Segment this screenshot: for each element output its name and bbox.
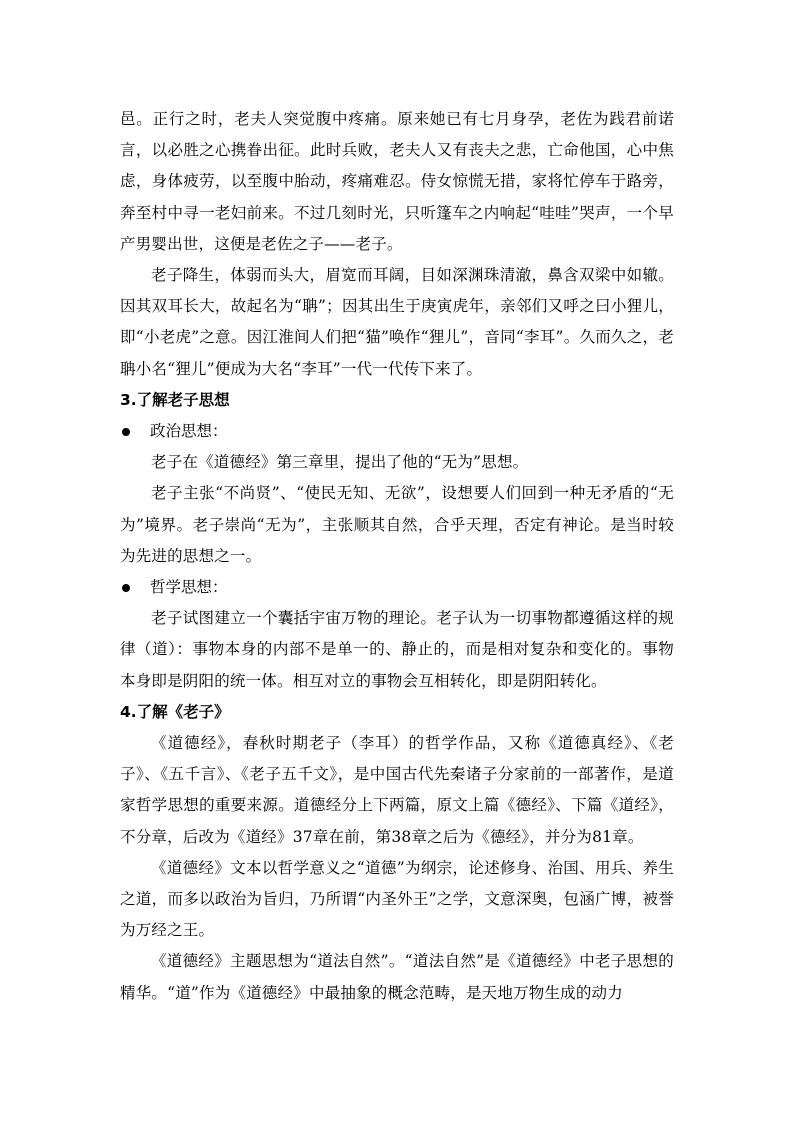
paragraph-wuwei-intro: 老子在《道德经》第三章里，提出了他的“无为”思想。 [151,453,529,472]
paragraph-name-origin: 老子降生，体弱而头大，眉宽而耳阔，目如深渊珠清澈，鼻含双梁中如辙。因其双耳长大，故起名为“聃”；因其出生于庚寅虎年，亲邻们又呼之曰小狸儿，即“小老虎”之意。因江淮间人们把“猫”唤作“狸儿”，音同“李耳”。久而久之，老聃小名“狸儿”便成为大名“李耳”一代一代传下来了。 [120,266,674,378]
bullet-political [120,416,674,447]
paragraph-philosophy: 老子试图建立一个囊括宇宙万物的理论。老子认为一切事物都遵循这样的规律（道）：事物本身的内部不是单一的、静止的，而是相对复杂和变化的。事物本身即是阴阳的统一体。相互对立的事物会互相转化，即是阴阳转化。 [120,609,674,690]
paragraph-wuwei-detail: 老子主张“不尚贤”、“使民无知、无欲”，设想要人们回到一种无矛盾的“无为”境界。老子崇尚“无为”，主张顺其自然，合乎天理，否定有神论。是当时较为先进的思想之一。 [120,484,674,565]
bullet-dot-icon [122,428,130,436]
bullet-label-political: 政治思想： [150,422,228,441]
bullet-label-philosophy: 哲学思想： [150,578,228,597]
paragraph-daodejing-intro: 《道德经》，春秋时期老子（李耳）的哲学作品，又称《道德真经》、《老子》、《五千言》、《老子五千文》，是中国古代先秦诸子分家前的一部著作，是道家哲学思想的重要来源。道德经分上下两篇，原文上篇《德经》、下篇《道经》，不分章，后改为《道经》37章在前，第38章之后为《德经》，并分为81章。 [120,734,674,846]
paragraph-birth-story: 邑。正行之时，老夫人突觉腹中疼痛。原来她已有七月身孕，老佐为践君前诺言，以必胜之心携眷出征。此时兵败，老夫人又有丧夫之悲，亡命他国，心中焦虑，身体疲劳，以至腹中胎动，疼痛难忍。侍女惊慌无措，家将忙停车于路旁，奔至村中寻一老妇前来。不过几刻时光，只听篷车之内响起“哇哇”哭声，一个早产男婴出世，这便是老佐之子——老子。 [120,110,674,253]
section-heading-book: 4.了解《老子》 [120,702,230,721]
section-heading-thought: 3.了解老子思想 [120,390,230,409]
bullet-dot-icon [122,584,130,592]
paragraph-daodejing-content: 《道德经》文本以哲学意义之“道德”为纲宗，论述修身、治国、用兵、养生之道，而多以政治为旨归，乃所谓“内圣外王”之学，文意深奥，包涵广博，被誉为万经之王。 [120,858,674,940]
bullet-philosophy [120,572,674,603]
document-page [120,104,674,1009]
paragraph-daodejing-theme: 《道德经》主题思想为“道法自然”。“道法自然”是《道德经》中老子思想的精华。“道”作为《道德经》中最抽象的概念范畴，是天地万物生成的动力 [120,952,674,1002]
